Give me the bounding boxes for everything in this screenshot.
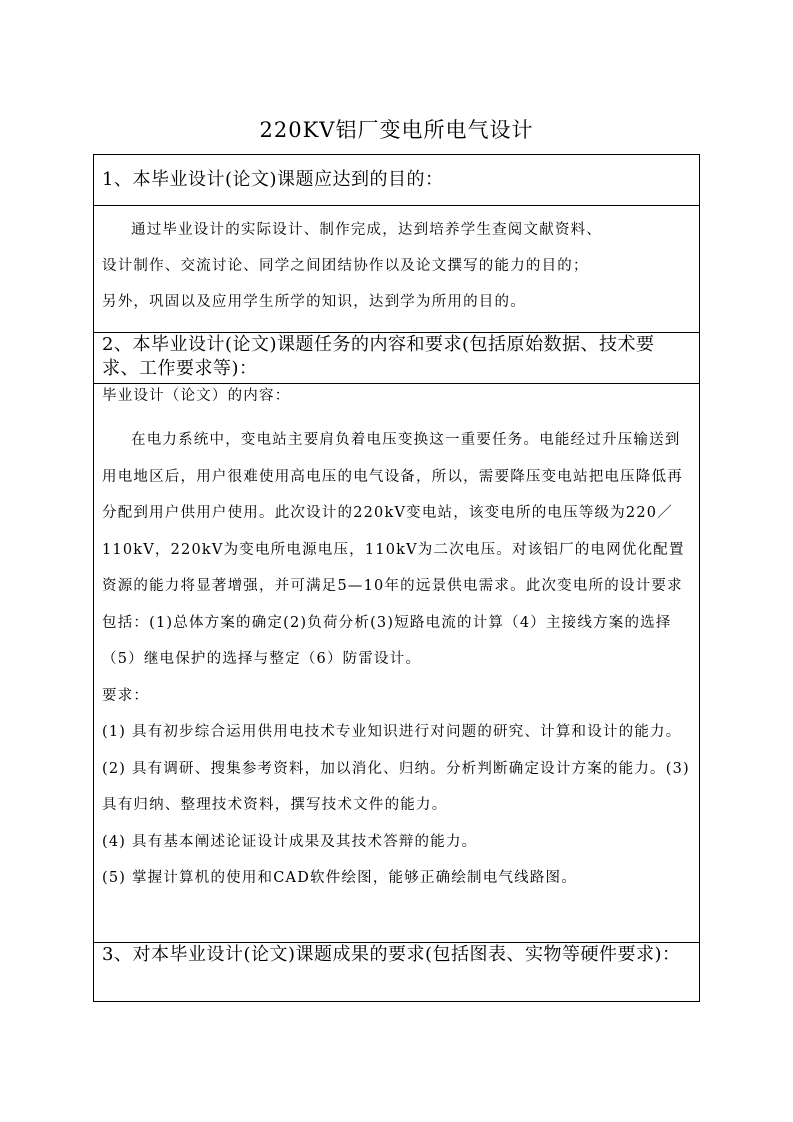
section2-body-row bbox=[94, 384, 700, 943]
section2-body bbox=[94, 384, 700, 943]
section1-heading: 1、本毕业设计(论文)课题应达到的目的： bbox=[94, 155, 700, 206]
section3-heading: 3、对本毕业设计(论文)课题成果的要求(包括图表、实物等硬件要求)： bbox=[94, 943, 700, 1002]
section1-line-2: 设计制作、交流讨论、同学之间团结协作以及论文撰写的能力的目的； bbox=[102, 258, 589, 274]
section1-body-row bbox=[94, 206, 700, 333]
requirement-item-2: (4) 具有基本阐述论证设计成果及其技术答辩的能力。 bbox=[102, 833, 478, 850]
task-form-table bbox=[93, 154, 700, 1002]
section1-line-1: 通过毕业设计的实际设计、制作完成，达到培养学生查阅文献资料、 bbox=[131, 222, 602, 238]
requirement-item-3: (5) 掌握计算机的使用和CAD软件绘图，能够正确绘制电气线路图。 bbox=[102, 870, 577, 886]
requirements-label: 要求： bbox=[102, 687, 150, 704]
section2-heading-row bbox=[94, 333, 700, 384]
content-label: 毕业设计（论文）的内容： bbox=[102, 388, 291, 404]
section3-heading-row bbox=[94, 943, 700, 1002]
document-title: 220KV铝厂变电所电气设计 bbox=[259, 118, 534, 142]
section1-line-3: 另外，巩固以及应用学生所学的知识，达到学为所用的目的。 bbox=[102, 294, 526, 310]
content-paragraph: 在电力系统中，变电站主要肩负着电压变换这一重要任务。电能经过升压输送到用电地区后，用户很难使用高电压的电气设备，所以，需要降压变电站把电压降低再分配到用户供用户使用。此次设计的220kV变电站，该变电所的电压等级为220／110kV，220kV为变电所电源电压，110kV为二次电压。对该铝厂的电网优化配置资源的能力将显著增强，并可满足5—10年的远景供电需求。此次变电所的设计要求包括：(1)总体方案的确定(2)负荷分析(3)短路电流的计算（4）主接线方案的选择（5）继电保护的选择与整定（6）防雷设计。 bbox=[102, 432, 685, 667]
section2-heading: 2、本毕业设计(论文)课题任务的内容和要求(包括原始数据、技术要求、工作要求等)： bbox=[94, 333, 700, 384]
requirement-item-1: (1) 具有初步综合运用供用电技术专业知识进行对问题的研究、计算和设计的能力。(2) 具有调研、搜集参考资料，加以消化、归纳。分析判断确定设计方案的能力。(3) 具有归纳、整理技术资料，撰写技术文件的能力。 bbox=[102, 724, 690, 813]
section1-body bbox=[94, 206, 700, 333]
section1-heading-row bbox=[94, 155, 700, 206]
